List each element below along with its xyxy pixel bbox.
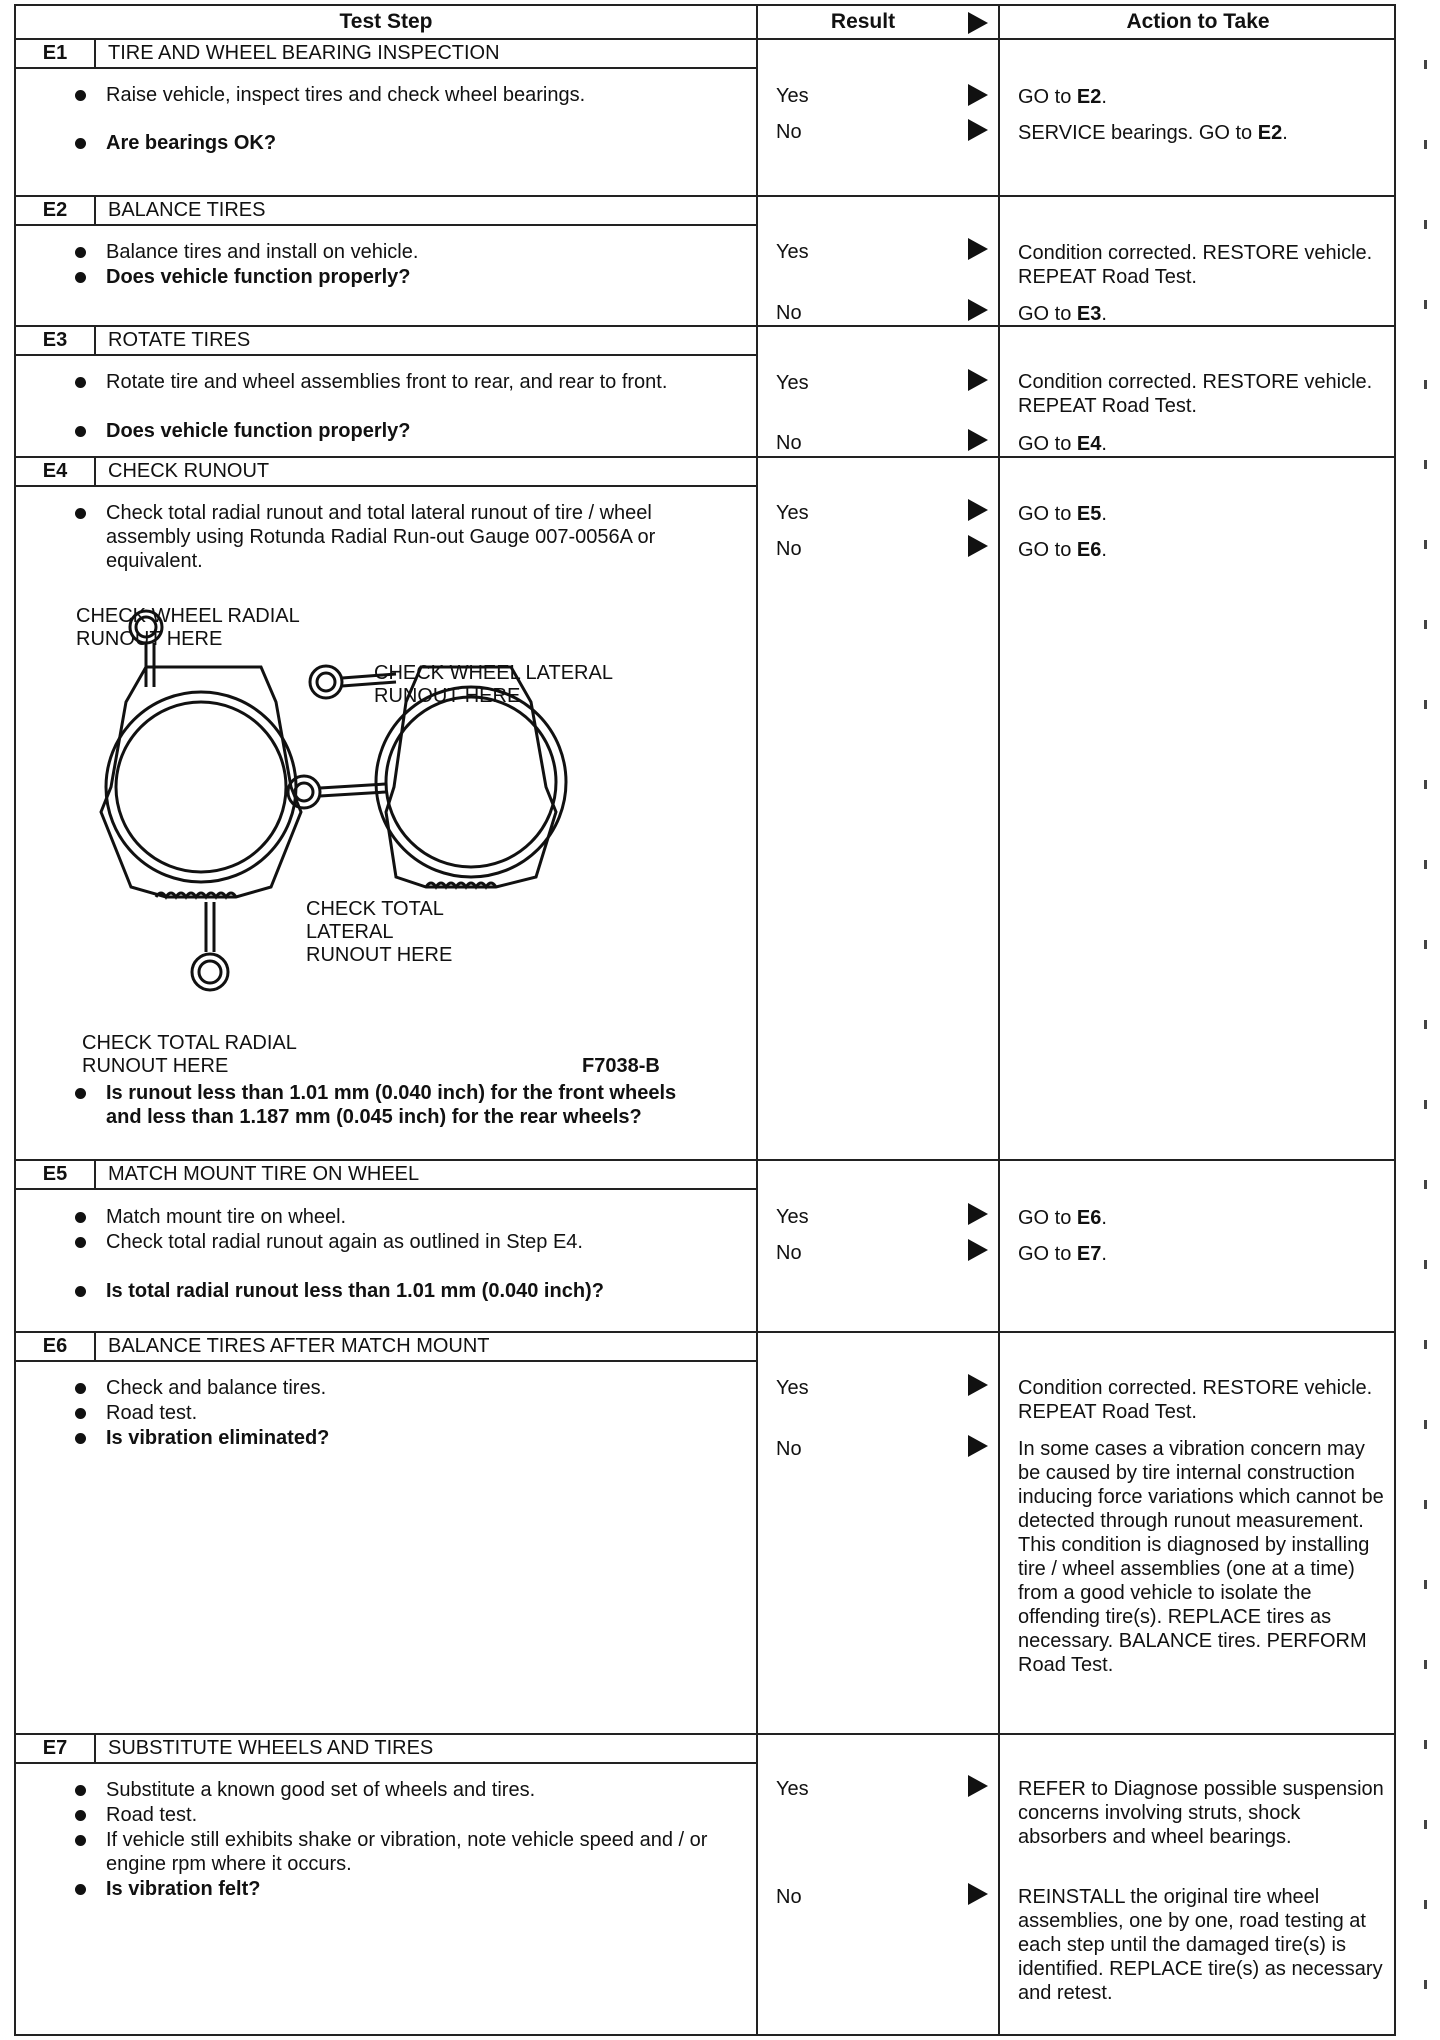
diagnostic-table (14, 4, 1396, 2036)
margin-mark (1424, 1820, 1427, 1829)
result-yes: Yes (776, 1778, 809, 1800)
action-yes: Condition corrected. RESTORE vehicle. REPEAT Road Test. (1018, 1377, 1373, 1423)
step-title: CHECK RUNOUT (96, 457, 756, 487)
bullet-icon (75, 1383, 86, 1394)
bullet-icon (75, 1088, 86, 1099)
result-no: No (776, 1438, 802, 1460)
result-arrow-icon (968, 1374, 988, 1396)
header-test-step: Test Step (339, 10, 433, 33)
result-yes: Yes (776, 241, 809, 263)
bullet-icon (75, 1785, 86, 1796)
step-title: ROTATE TIRES (96, 326, 756, 356)
margin-mark (1424, 780, 1427, 789)
margin-mark (1424, 220, 1427, 229)
column-divider-result (756, 6, 758, 2034)
action-yes: REFER to Diagnose possible suspension concerns involving struts, shock absorbers and wheel bearings. (1018, 1778, 1384, 1848)
step-e6 (16, 1332, 756, 1733)
header-action: Action to Take (1126, 10, 1270, 33)
bullet-icon (75, 426, 86, 437)
step-question: Is vibration eliminated? (106, 1426, 726, 1450)
result-no: No (776, 121, 802, 143)
margin-mark (1424, 1740, 1427, 1749)
step-e5 (16, 1160, 756, 1331)
margin-mark (1424, 1660, 1427, 1669)
step-bullet: Check total radial runout again as outlined in Step E4. (106, 1230, 726, 1254)
bullet-icon (75, 1433, 86, 1444)
action-yes: Condition corrected. RESTORE vehicle. REPEAT Road Test. (1018, 242, 1373, 288)
result-yes: Yes (776, 85, 809, 107)
step-question: Does vehicle function properly? (106, 265, 726, 289)
bullet-icon (75, 1237, 86, 1248)
step-bullet: Rotate tire and wheel assemblies front to rear, and rear to front. (106, 370, 726, 394)
step-id: E4 (16, 457, 96, 487)
header-arrow-icon (968, 12, 988, 34)
margin-mark (1424, 700, 1427, 709)
action-no: GO to E4. (1018, 433, 1107, 455)
step-bullet: Balance tires and install on vehicle. (106, 240, 726, 264)
margin-mark (1424, 300, 1427, 309)
step-title: BALANCE TIRES (96, 196, 756, 226)
margin-mark (1424, 940, 1427, 949)
left-wheel-icon (101, 667, 301, 897)
step-title: BALANCE TIRES AFTER MATCH MOUNT (96, 1332, 756, 1362)
step-bullet: Road test. (106, 1401, 726, 1425)
margin-mark (1424, 1980, 1427, 1989)
margin-mark (1424, 860, 1427, 869)
result-arrow-icon (968, 535, 988, 557)
bullet-icon (75, 1835, 86, 1846)
step-bullet: Match mount tire on wheel. (106, 1205, 726, 1229)
margin-mark (1424, 60, 1427, 69)
result-arrow-icon (968, 1883, 988, 1905)
step-question: Are bearings OK? (106, 131, 726, 155)
action-no: SERVICE bearings. GO to E2. (1018, 122, 1288, 144)
action-yes: Condition corrected. RESTORE vehicle. REPEAT Road Test. (1018, 371, 1373, 417)
bullet-icon (75, 1286, 86, 1297)
result-arrow-icon (968, 119, 988, 141)
action-yes: GO to E6. (1018, 1207, 1107, 1229)
result-no: No (776, 432, 802, 454)
action-no: GO to E3. (1018, 303, 1107, 325)
step-title: TIRE AND WHEEL BEARING INSPECTION (96, 39, 756, 69)
result-no: No (776, 538, 802, 560)
margin-mark (1424, 1100, 1427, 1109)
result-arrow-icon (968, 1775, 988, 1797)
action-no: GO to E7. (1018, 1243, 1107, 1265)
result-arrow-icon (968, 1203, 988, 1225)
bullet-icon (75, 272, 86, 283)
margin-mark (1424, 1180, 1427, 1189)
margin-mark (1424, 1580, 1427, 1589)
label-wheel-radial: CHECK WHEEL RADIAL RUNOUT HERE (76, 605, 300, 650)
action-no: GO to E6. (1018, 539, 1107, 561)
result-no: No (776, 1886, 802, 1908)
step-e1 (16, 39, 756, 195)
result-arrow-icon (968, 238, 988, 260)
step-id: E7 (16, 1734, 96, 1764)
step-question: Is runout less than 1.01 mm (0.040 inch) for the front wheels and less than 1.187 mm (0.045 inch) for the rear wheels? (106, 1081, 706, 1129)
margin-mark (1424, 540, 1427, 549)
bullet-icon (75, 1408, 86, 1419)
label-total-radial: CHECK TOTAL RADIAL RUNOUT HERE (82, 1032, 297, 1077)
step-question: Is total radial runout less than 1.01 mm (0.040 inch)? (106, 1279, 726, 1303)
step-e3 (16, 326, 756, 456)
bullet-icon (75, 508, 86, 519)
margin-mark (1424, 1260, 1427, 1269)
result-yes: Yes (776, 1206, 809, 1228)
bullet-icon (75, 138, 86, 149)
margin-mark (1424, 140, 1427, 149)
result-arrow-icon (968, 299, 988, 321)
result-yes: Yes (776, 1377, 809, 1399)
margin-mark (1424, 1500, 1427, 1509)
margin-mark (1424, 620, 1427, 629)
step-e7 (16, 1734, 756, 2036)
step-bullet: Raise vehicle, inspect tires and check wheel bearings. (106, 83, 726, 107)
bullet-icon (75, 247, 86, 258)
step-question: Is vibration felt? (106, 1877, 726, 1901)
result-yes: Yes (776, 372, 809, 394)
step-bullet: Check total radial runout and total lateral runout of tire / wheel assembly using Rotunda Radial Run-out Gauge 007-0056A or equivalent. (106, 501, 726, 573)
result-yes: Yes (776, 502, 809, 524)
step-e2 (16, 196, 756, 325)
result-arrow-icon (968, 1239, 988, 1261)
bullet-icon (75, 1884, 86, 1895)
step-id: E6 (16, 1332, 96, 1362)
step-e4 (16, 457, 756, 1159)
label-wheel-lateral: CHECK WHEEL LATERAL RUNOUT HERE (374, 662, 613, 707)
step-bullet: Check and balance tires. (106, 1376, 726, 1400)
total-lateral-gauge-icon (288, 776, 386, 808)
step-id: E2 (16, 196, 96, 226)
bullet-icon (75, 1212, 86, 1223)
step-id: E1 (16, 39, 96, 69)
margin-mark (1424, 460, 1427, 469)
margin-mark (1424, 380, 1427, 389)
label-total-lateral: CHECK TOTAL LATERAL RUNOUT HERE (306, 898, 453, 966)
bullet-icon (75, 377, 86, 388)
action-no: In some cases a vibration concern may be caused by tire internal construction inducing force variations which cannot be detected through runout measurement. This condition is diagnosed by installing tire / wheel assemblies (one at a time) from a good vehicle to isolate the offending tire(s). REPLACE tires as necessary. BALANCE tires. PERFORM Road Test. (1018, 1438, 1384, 1676)
margin-mark (1424, 1340, 1427, 1349)
result-arrow-icon (968, 429, 988, 451)
bullet-icon (75, 90, 86, 101)
bullet-icon (75, 1810, 86, 1821)
total-radial-gauge-icon (192, 902, 228, 990)
result-arrow-icon (968, 84, 988, 106)
margin-mark (1424, 1420, 1427, 1429)
result-no: No (776, 1242, 802, 1264)
action-yes: GO to E5. (1018, 503, 1107, 525)
margin-mark (1424, 1020, 1427, 1029)
margin-mark (1424, 1900, 1427, 1909)
result-arrow-icon (968, 369, 988, 391)
figure-id: F7038-B (582, 1055, 660, 1077)
step-bullet: Substitute a known good set of wheels and tires. (106, 1778, 726, 1802)
result-no: No (776, 302, 802, 324)
column-divider-action (998, 6, 1000, 2034)
step-bullet: Road test. (106, 1803, 726, 1827)
result-arrow-icon (968, 499, 988, 521)
step-title: MATCH MOUNT TIRE ON WHEEL (96, 1160, 756, 1190)
step-bullet: If vehicle still exhibits shake or vibration, note vehicle speed and / or engine rpm where it occurs. (106, 1828, 726, 1876)
action-no: REINSTALL the original tire wheel assemblies, one by one, road testing at each step until the damaged tire(s) is identified. REPLACE tire(s) as necessary and retest. (1018, 1886, 1383, 2004)
action-yes: GO to E2. (1018, 86, 1107, 108)
step-id: E5 (16, 1160, 96, 1190)
step-title: SUBSTITUTE WHEELS AND TIRES (96, 1734, 756, 1764)
step-question: Does vehicle function properly? (106, 419, 726, 443)
header-result: Result (830, 10, 896, 33)
result-arrow-icon (968, 1435, 988, 1457)
step-id: E3 (16, 326, 96, 356)
